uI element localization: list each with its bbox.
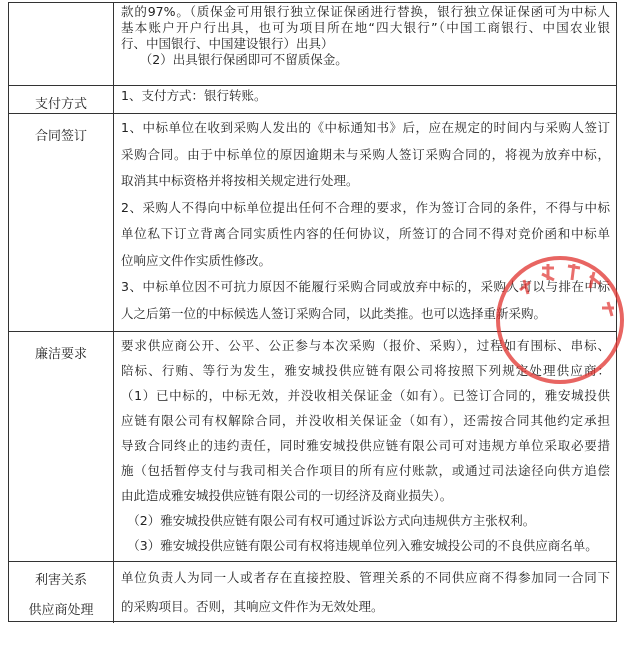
table-row — [9, 85, 616, 114]
row-label — [9, 113, 114, 331]
document-table — [8, 2, 617, 622]
text-line: （3）雅安城投供应链有限公司有权将违规单位列入雅安城投公司的不良供应商名单。 — [121, 538, 598, 553]
table-row — [9, 331, 616, 562]
text-line: 施（包括暂停支付与我司相关合作项目的所有应付账款，或通过司法途径向供方追偿 — [121, 463, 610, 478]
table-row — [9, 561, 616, 623]
text-line: 位响应文件作实质性修改。 — [121, 252, 272, 268]
row-content — [121, 115, 610, 327]
row-content — [121, 87, 610, 105]
text-line: 1、支付方式：银行转账。 — [121, 88, 267, 103]
text-line: 款的97%。（质保金可用银行独立保证保函进行替换，银行独立保证保函可为中标人 — [121, 4, 610, 19]
text-line: 3、中标单位因不可抗力原因不能履行采购合同或放弃中标的，采购人可以与排在中标 — [121, 279, 610, 294]
row-content — [121, 563, 610, 621]
row-label-text: 供应商处理 — [28, 603, 94, 618]
row-label — [9, 85, 114, 113]
text-line: 由此造成雅安城投供应链有限公司的一切经济及商业损失）。 — [121, 488, 453, 503]
table-row — [9, 113, 616, 332]
text-line: 行、中国银行、中国建设银行）出具） — [121, 36, 334, 51]
text-line: 应链有限公司有权解除合同，并没收相关保证金（如有），还需按合同其他约定承担 — [121, 413, 610, 428]
text-line: 陪标、行贿、等行为发生，雅安城投供应链有限公司将按照下列规定处理供应商： — [121, 363, 610, 378]
text-line: 要求供应商公开、公平、公正参与本次采购（报价、采购），过程如有围标、串标、 — [121, 338, 610, 353]
text-line: 2、采购人不得向中标单位提出任何不合理的要求，作为签订合同的条件，不得与中标 — [121, 199, 610, 215]
text-line: 导致合同终止的违约责任，同时雅安城投供应链有限公司可对违规方单位采取必要措 — [121, 438, 610, 453]
table-row — [9, 3, 616, 86]
row-label-text: 利害关系 — [34, 573, 87, 588]
text-line: 采购合同。由于中标单位的原因逾期未与采购人签订采购合同的，将视为放弃中标， — [121, 146, 610, 162]
text-line: （1）已中标的，中标无效，并没收相关保证金（如有）。已签订合同的，雅安城投供 — [121, 388, 610, 403]
row-label — [9, 3, 114, 85]
text-line: 人之后第一位的中标候选人签订采购合同，以此类推。也可以选择重新采购。 — [121, 305, 547, 321]
row-content — [121, 333, 610, 558]
row-label — [9, 561, 114, 623]
text-line: （2）出具银行保函即可不留质保金。 — [121, 52, 348, 67]
text-line: 的采购项目。否则，其响应文件作为无效处理。 — [121, 599, 384, 614]
text-line: 单位负责人为同一人或者存在直接控股、管理关系的不同供应商不得参加同一合同下 — [121, 570, 610, 585]
row-label-text: 合同签订 — [34, 129, 87, 144]
text-line: 取消其中标资格并将按相关规定进行处理。 — [121, 173, 359, 188]
text-line: 单位私下订立背离合同实质性内容的任何协议，所签订的合同不得对竞价函和中标单 — [121, 226, 610, 241]
text-line: （2）雅安城投供应链有限公司有权可通过诉讼方式向违规供方主张权利。 — [121, 513, 536, 528]
row-label-text: 支付方式 — [34, 97, 87, 112]
row-label — [9, 331, 114, 561]
text-line: 基本账户开户行出具，也可为项目所在地“四大银行”（中国工商银行、中国农业银 — [121, 20, 610, 35]
row-label-text: 廉洁要求 — [34, 347, 87, 362]
text-line: 1、中标单位在收到采购人发出的《中标通知书》后，应在规定的时间内与采购人签订 — [121, 120, 610, 135]
row-content — [121, 4, 610, 68]
